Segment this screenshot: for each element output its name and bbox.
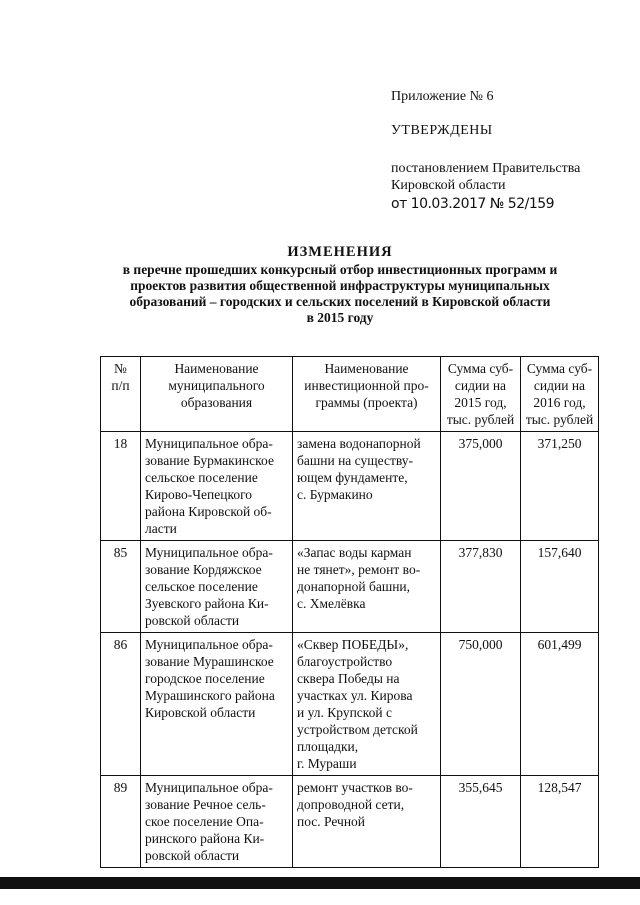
table-header-row: [101, 357, 599, 432]
header-municipality: Наименование муниципального образования: [141, 357, 293, 432]
header-number: № п/п: [101, 357, 141, 432]
row-sum-2015: 375,000: [441, 432, 521, 541]
row-municipality: Муниципальное обра- зование Бурмакинское сельское поселение Кирово-Чепецкого района Кировской об- ласти: [141, 432, 293, 541]
document-subtitle: [100, 262, 580, 326]
table-row: [101, 541, 599, 633]
header-sum-2015: Сумма суб- сидии на 2015 год, тыс. рублей: [441, 357, 521, 432]
subtitle-line: образований – городских и сельских поселений в Кировской области: [129, 294, 551, 309]
table-row: [101, 633, 599, 776]
row-sum-2016: 371,250: [521, 432, 599, 541]
row-program: ремонт участков во- допроводной сети, пос. Речной: [293, 776, 441, 868]
subtitle-line: проектов развития общественной инфраструктуры муниципальных: [130, 278, 550, 293]
subtitle-line: в перечне прошедших конкурсный отбор инвестиционных программ и: [122, 262, 558, 277]
row-program: «Сквер ПОБЕДЫ», благоустройство сквера Победы на участках ул. Кирова и ул. Крупской с устройством детской площадки, г. Мураши: [293, 633, 441, 776]
appendix-label: Приложение № 6: [391, 89, 494, 104]
row-number: 85: [101, 541, 141, 633]
row-program: замена водонапорной башни на существу- ющем фундаменте, с. Бурмакино: [293, 432, 441, 541]
row-municipality: Муниципальное обра- зование Кордяжское сельское поселение Зуевского района Ки- ровской области: [141, 541, 293, 633]
decree-line-2: Кировской области: [391, 178, 506, 193]
row-number: 18: [101, 432, 141, 541]
approval-block: [391, 88, 631, 213]
decree-line-1: постановлением Правительства: [391, 161, 581, 176]
header-program: Наименование инвестиционной про- граммы (проекта): [293, 357, 441, 432]
row-sum-2015: 377,830: [441, 541, 521, 633]
row-sum-2015: 355,645: [441, 776, 521, 868]
table-row: [101, 432, 599, 541]
document-title: ИЗМЕНЕНИЯ: [287, 244, 393, 260]
header-sum-2016: Сумма суб- сидии на 2016 год, тыс. рублей: [521, 357, 599, 432]
row-sum-2016: 128,547: [521, 776, 599, 868]
scan-edge-bar: [0, 877, 640, 889]
row-municipality: Муниципальное обра- зование Речное сель- ское поселение Опа- ринского района Ки- ровской области: [141, 776, 293, 868]
row-program: «Запас воды карман не тянет», ремонт во- донапорной башни, с. Хмелёвка: [293, 541, 441, 633]
row-number: 86: [101, 633, 141, 776]
approved-label: УТВЕРЖДЕНЫ: [391, 123, 493, 138]
decree-date-number: от 10.03.2017 № 52/159: [391, 196, 555, 212]
row-number: 89: [101, 776, 141, 868]
table-row: [101, 776, 599, 868]
subtitle-line: в 2015 году: [306, 310, 374, 325]
row-municipality: Муниципальное обра- зование Мурашинское городское поселение Мурашинского района Кировской области: [141, 633, 293, 776]
subsidy-table: [100, 356, 599, 868]
row-sum-2016: 157,640: [521, 541, 599, 633]
row-sum-2016: 601,499: [521, 633, 599, 776]
row-sum-2015: 750,000: [441, 633, 521, 776]
